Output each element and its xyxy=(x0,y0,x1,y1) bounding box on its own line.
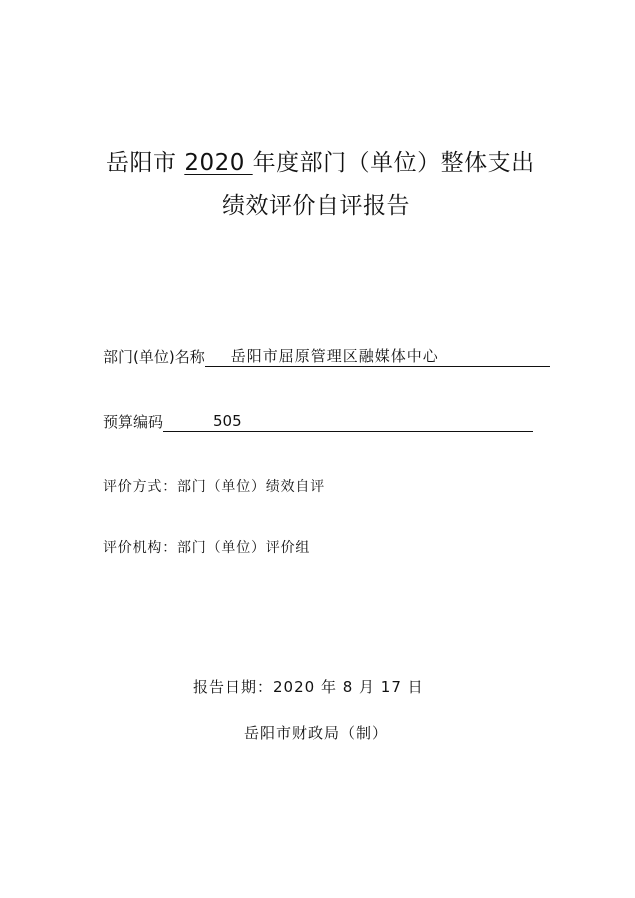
evaluation-org-field xyxy=(103,538,310,558)
evaluation-method-label: 评价方式： xyxy=(103,479,177,495)
report-date: 报告日期：2020 年 8 月 17 日 xyxy=(193,678,424,696)
dept-name-value: 岳阳市屈原管理区融媒体中心 xyxy=(205,347,550,367)
report-title-line-1 xyxy=(106,148,535,178)
evaluation-method-field xyxy=(103,477,325,497)
issuer: 岳阳市财政局（制） xyxy=(244,724,389,742)
evaluation-org-label: 评价机构： xyxy=(103,540,177,556)
report-title-line-2: 绩效评价自评报告 xyxy=(222,193,410,219)
budget-code-value: 505 xyxy=(163,412,533,432)
dept-name-label: 部门(单位)名称 xyxy=(103,348,205,366)
title-suffix: 年度部门（单位）整体支出 xyxy=(252,150,535,176)
evaluation-method-value: 部门（单位）绩效自评 xyxy=(177,479,325,495)
budget-code-field xyxy=(103,412,533,432)
title-prefix: 岳阳市 xyxy=(106,150,185,176)
budget-code-label: 预算编码 xyxy=(103,413,164,431)
evaluation-org-value: 部门（单位）评价组 xyxy=(177,540,311,556)
dept-name-field xyxy=(103,347,550,367)
title-year: 2020 xyxy=(184,150,253,176)
